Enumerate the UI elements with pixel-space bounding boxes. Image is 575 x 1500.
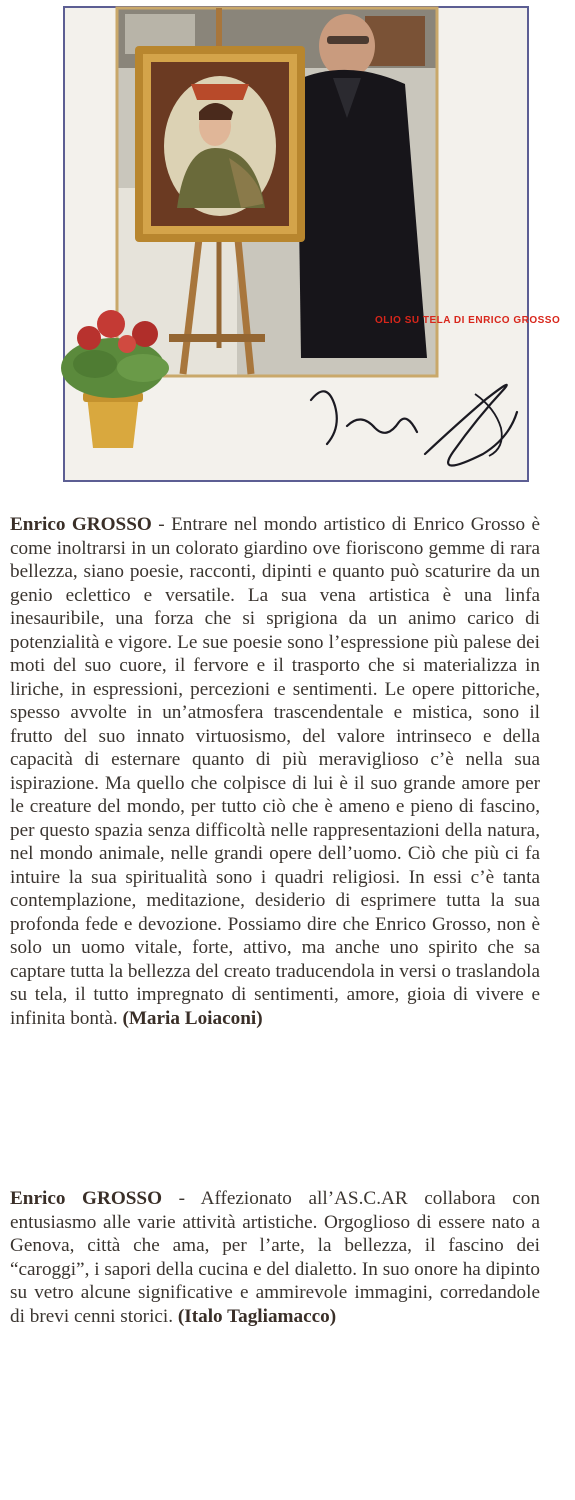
bio-2-text: Affezionato all’AS.C.AR collabora con entusiasmo alle varie attività artistiche. Orgoglioso di essere nato a Genova, città che ama, per l’arte, la bellezza, il fascino dei “caroggi”, i sapori della cucina e del dialetto. In suo onore ha dipinto su vetro alcune significative e ammirevole immagini, corredandole di brevi cenni storici. (10, 1188, 540, 1327)
bio-1-name: Enrico GROSSO (10, 514, 152, 536)
bio-2-name: Enrico GROSSO (10, 1188, 163, 1210)
bio-2-author: (Italo Tagliamacco) (177, 1305, 337, 1327)
bio-2-separator: - (162, 1188, 201, 1210)
bio-1-separator: - (151, 514, 172, 536)
bio-1-author: (Maria Loiaconi) (122, 1007, 263, 1029)
bio-paragraph-1 (10, 513, 540, 1030)
painting-caption: OLIO SU TELA DI ENRICO GROSSO (375, 315, 561, 326)
artist-photo (63, 6, 561, 482)
artist-photo-illustration (65, 8, 527, 480)
bio-paragraph-2 (10, 1187, 540, 1328)
bio-1-text: Entrare nel mondo artistico di Enrico Grosso è come inoltrarsi in un colorato giardino ove fioriscono gemme di rara bellezza, siano poesie, racconti, dipinti e quanto può scaturire da un genio eclettico e versatile. La sua vena artistica è una linfa inesauribile, una forza che si sprigiona da un animo carico di potenzialità e vigore. Le sue poesie sono l’espressione più palese dei moti del suo cuore, il fervore e il trasporto che si materializza in liriche, in espressioni, percezioni e sentimenti. Le opere pittoriche, spesso avvolte in un’atmosfera trascendentale e mistica, sono il frutto del suo innato virtuosismo, del valore intrinseco e della capacità di esternare quanto di più meraviglioso c’è nella sua ispirazione. Ma quello che colpisce di lui è il suo grande amore per le creature del mondo, per tutto ciò che è ameno e pieno di fascino, per questo spazia senza difficoltà nelle rappresentazioni della natura, nel mondo animale, nelle grandi opere dell’uomo. Ciò che più ci fa intuire la sua spiritualità sono i quadri religiosi. In essi c’è tanta contemplazione, meditazione, desiderio di esprimere tutta la sua profonda fede e devozione. Possiamo dire che Enrico Grosso, non è solo un uomo vitale, forte, attivo, ma anche uno spirito che sa captare tutta la bellezza del creato traducendola in versi o traslandola su tela, il tutto impregnato di sentimenti, amore, gioia di vivere e infinita bontà. (10, 514, 540, 1029)
